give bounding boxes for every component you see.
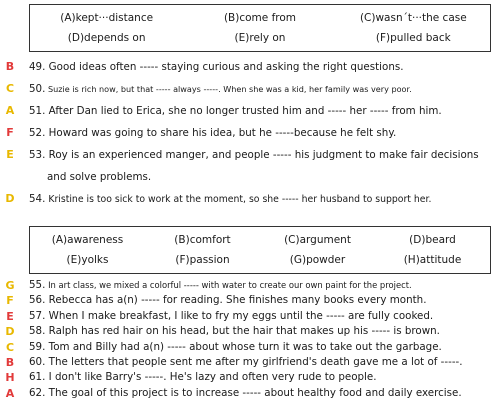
question-row xyxy=(0,100,500,122)
question-row xyxy=(0,78,500,100)
answer-letter: A xyxy=(5,104,15,117)
word-bank-2-option: (B)comfort xyxy=(174,234,231,246)
word-bank-1-option: (C)wasn´t···the case xyxy=(359,12,467,24)
question-row xyxy=(0,56,500,78)
question-text: Rebecca has a(n) ----- for reading. She finishes many books every month. xyxy=(48,294,427,307)
word-bank-2-option: (G)powder xyxy=(289,254,346,266)
question-row xyxy=(0,144,500,166)
question-number: 50. xyxy=(29,83,46,95)
question-text: The goal of this project is to increase ----- about healthy food and daily exercise. xyxy=(48,386,462,399)
question-row xyxy=(0,340,500,355)
question-text: Kristine is too sick to work at the moment, so she ----- her husband to support her. xyxy=(48,194,432,205)
question-row xyxy=(0,355,500,370)
answer-letter: C xyxy=(5,340,15,354)
answer-letter: D xyxy=(5,325,15,339)
question-number: 55. xyxy=(29,279,46,291)
question-text: Tom and Billy had a(n) ----- about whose turn it was to take out the garbage. xyxy=(48,340,442,353)
answer-letter: F xyxy=(6,126,14,139)
question-row xyxy=(0,188,500,210)
word-bank-1-option: (E)rely on xyxy=(234,32,286,44)
question-list-2 xyxy=(0,278,500,401)
answer-letter: D xyxy=(5,192,15,205)
question-row xyxy=(0,324,500,339)
word-bank-1-option: (B)come from xyxy=(223,12,297,24)
question-text: In art class, we mixed a colorful ----- with water to create our own paint for the project. xyxy=(48,280,412,290)
question-text: After Dan lied to Erica, she no longer trusted him and ----- her ----- from him. xyxy=(48,105,442,117)
word-bank-2-option: (D)beard xyxy=(409,234,456,246)
answer-letter: C xyxy=(5,82,15,95)
question-continuation: and solve problems. xyxy=(47,171,152,183)
word-bank-1-option: (A)kept···distance xyxy=(60,12,154,24)
question-number: 51. xyxy=(29,105,46,117)
question-text: When I make breakfast, I like to fry my eggs until the ----- are fully cooked. xyxy=(48,309,434,322)
question-number: 54. xyxy=(29,193,46,205)
answer-letter: A xyxy=(5,386,15,400)
question-text: Suzie is rich now, but that ----- always -----. When she was a kid, her family was very poor. xyxy=(47,84,412,94)
question-text: I don't like Barry's -----. He's lazy and often very rude to people. xyxy=(48,371,377,384)
question-row xyxy=(0,370,500,385)
word-bank-2-option: (A)awareness xyxy=(51,234,124,246)
question-number: 61. xyxy=(29,371,46,384)
word-bank-2-option: (F)passion xyxy=(175,254,230,266)
answer-letter: E xyxy=(6,309,14,323)
word-bank-2-option: (E)yolks xyxy=(66,254,109,266)
question-row xyxy=(0,293,500,308)
answer-letter: B xyxy=(5,355,15,369)
answer-letter: F xyxy=(6,294,14,308)
word-bank-2 xyxy=(29,226,491,274)
question-number: 60. xyxy=(29,355,46,368)
question-text: Good ideas often ----- staying curious and asking the right questions. xyxy=(48,61,404,73)
word-bank-1 xyxy=(29,4,491,52)
question-row xyxy=(0,278,500,293)
question-continuation-row xyxy=(0,166,500,188)
answer-letter: B xyxy=(5,60,15,73)
question-list-1 xyxy=(0,56,500,210)
question-row xyxy=(0,122,500,144)
question-text: Ralph has red hair on his head, but the hair that makes up his ----- is brown. xyxy=(48,325,440,338)
word-bank-2-option: (H)attitude xyxy=(403,254,462,266)
question-text: Roy is an experienced manger, and people ----- his judgment to make fair decisions xyxy=(48,149,479,161)
word-bank-2-option: (C)argument xyxy=(284,234,351,246)
question-number: 49. xyxy=(29,61,46,73)
question-row xyxy=(0,309,500,324)
question-number: 57. xyxy=(29,309,46,322)
question-number: 56. xyxy=(29,294,46,307)
question-number: 58. xyxy=(29,325,46,338)
question-number: 53. xyxy=(29,149,46,161)
question-text: The letters that people sent me after my girlfriend's death gave me a lot of -----. xyxy=(48,355,463,368)
answer-letter: G xyxy=(5,279,15,292)
answer-letter: H xyxy=(5,371,15,385)
question-number: 52. xyxy=(29,127,46,139)
question-row xyxy=(0,386,500,401)
word-bank-1-option: (F)pulled back xyxy=(375,32,451,44)
question-number: 62. xyxy=(29,386,46,399)
question-number: 59. xyxy=(29,340,46,353)
answer-letter: E xyxy=(6,148,14,161)
word-bank-1-option: (D)depends on xyxy=(67,32,146,44)
question-text: Howard was going to share his idea, but he -----because he felt shy. xyxy=(48,127,397,139)
